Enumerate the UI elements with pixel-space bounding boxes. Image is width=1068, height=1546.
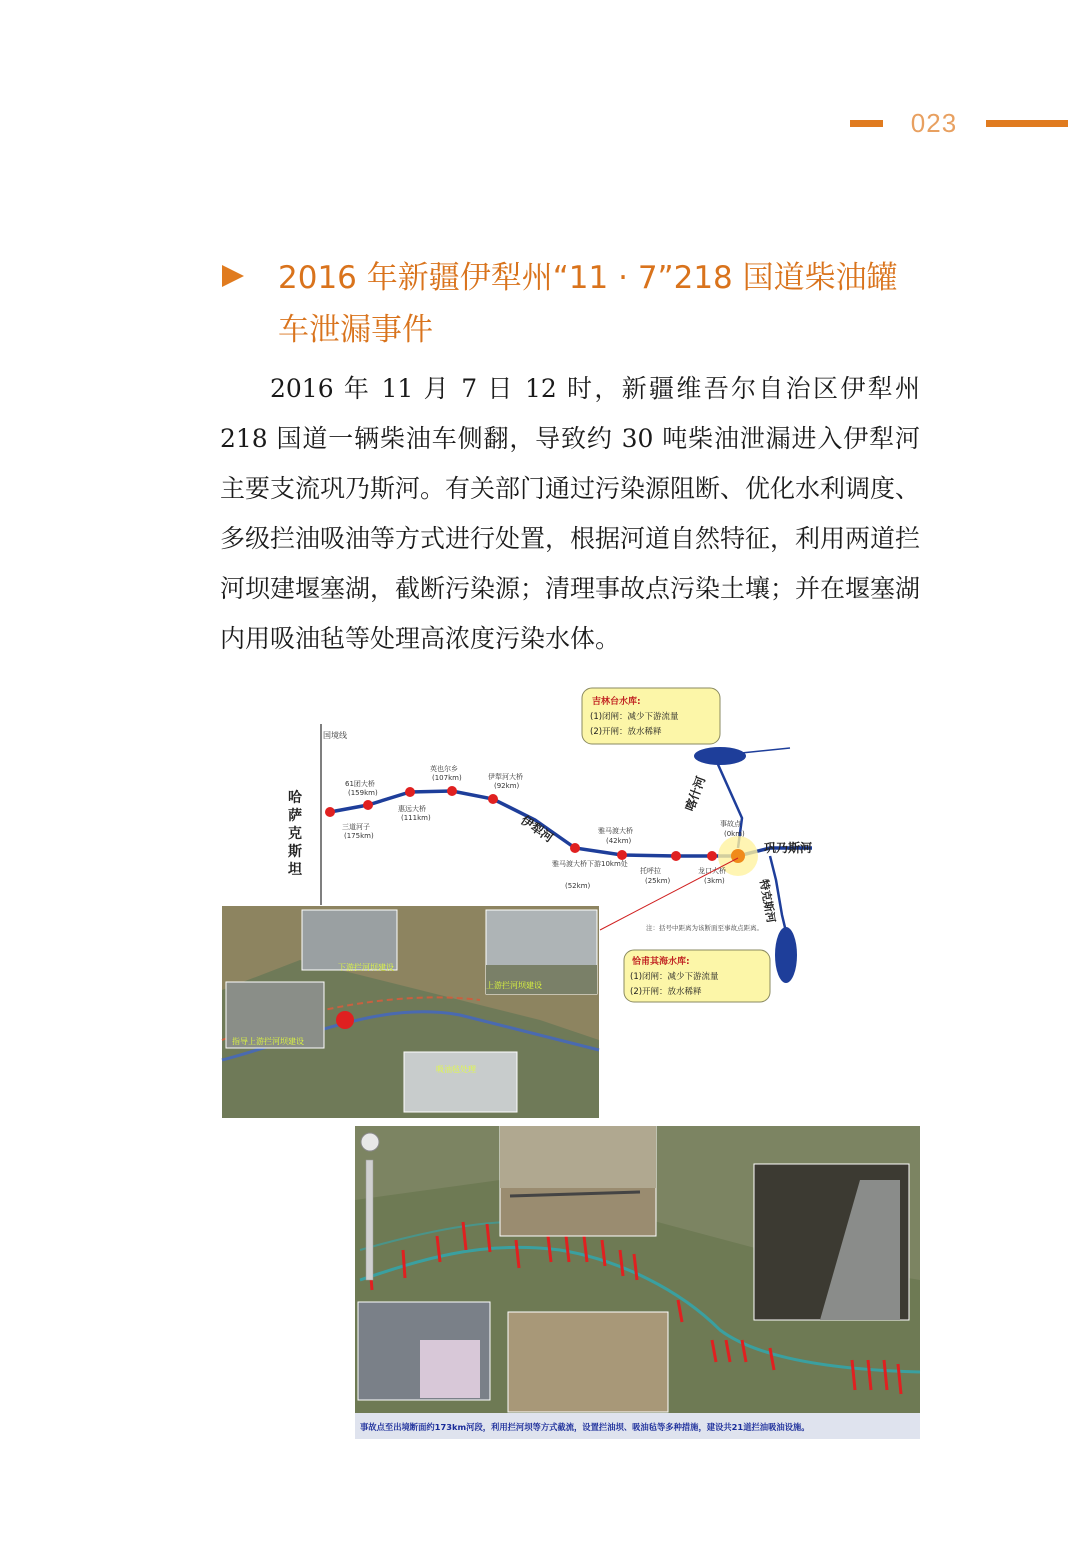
kashi-river-label: 喀什河 (682, 774, 709, 814)
inset-photo (508, 1312, 668, 1412)
yili-river-label: 伊犁河 (518, 812, 556, 846)
station-dot (671, 851, 681, 861)
station-dist: (107km) (432, 774, 462, 782)
station-dot (325, 807, 335, 817)
callout-item: (1)闭闸：减少下游流量 (630, 972, 719, 982)
reservoir-callout-bottom (624, 950, 770, 1002)
photo-label: 下游拦河坝建设 (338, 963, 394, 972)
photo-label: 吸油毡处理 (436, 1065, 476, 1074)
callout-title: 恰甫其海水库: (632, 957, 690, 967)
reservoir-callout-top (582, 688, 720, 744)
figure2-satellite-map (355, 1126, 920, 1439)
jilintai-reservoir-shape (694, 747, 746, 765)
station-dot (617, 850, 627, 860)
inset-photo-water (500, 1126, 656, 1188)
callout-title: 吉林台水库: (592, 697, 641, 707)
figure2-caption: 事故点至出境断面约173km河段，利用拦河坝等方式截流，设置拦油坝、吸油毡等多种措施，建设共21道拦油吸油设施。 (360, 1422, 810, 1432)
page-number: 023 (910, 108, 958, 138)
zoom-slider-icon (366, 1160, 373, 1280)
station-dist: (111km) (401, 814, 431, 822)
inset-photo-absorbent (420, 1340, 480, 1398)
station-label: 伊犁河大桥 (488, 773, 523, 781)
barrier-marker (403, 1250, 405, 1278)
figure1-photo-collage (222, 906, 599, 1118)
photo-label: 上游拦河坝建设 (486, 981, 542, 990)
station-label: 托呼拉 (640, 867, 661, 875)
callout-item: (1)闭闸：减少下游流量 (590, 712, 679, 722)
station-dist: (175km) (344, 832, 374, 840)
section-title-line2: 车泄漏事件 (278, 312, 433, 348)
station-dot (363, 800, 373, 810)
station-label: 雅马渡大桥 (598, 827, 633, 835)
station-dist: (159km) (348, 789, 378, 797)
station-dist: (52km) (565, 882, 591, 890)
station-dot (405, 787, 415, 797)
station-label: 龙口大桥 (698, 867, 726, 875)
station-label: 61团大桥 (345, 780, 375, 788)
inset-photo (302, 910, 397, 970)
station-dist: (0km) (724, 830, 745, 838)
photo-label: 指导上游拦河坝建设 (232, 1037, 304, 1046)
station-label: 惠远大桥 (398, 805, 426, 813)
gongnaisi-river-label: 巩乃斯河 (764, 841, 813, 855)
station-dist: (92km) (494, 782, 520, 790)
tekesi-river-label: 特克斯河 (757, 878, 778, 924)
station-label: 三道河子 (342, 823, 370, 831)
station-dist: (3km) (704, 877, 725, 885)
body-paragraph: 2016 年 11 月 7 日 12 时，新疆维吾尔自治区伊犁州 218 国道一辆柴油车侧翻，导致约 30 吨柴油泄漏进入伊犁河主要支流巩乃斯河。有关部门通过污染源阻断、优化水利调度、多级拦油吸油等方式进行处置，根据河道自然特征，利用两道拦河坝建堰塞湖，截断污染源；清理事故点污染土壤；并在堰塞湖内用吸油毡等处理高浓度污染水体。 (220, 374, 921, 653)
callout-item: (2)开闸：放水稀释 (630, 987, 702, 997)
station-dot (447, 786, 457, 796)
station-label: 雅马渡大桥下游10km处 (552, 860, 628, 868)
pan-control-icon (361, 1133, 379, 1151)
callout-item: (2)开闸：放水稀释 (590, 727, 662, 737)
station-label: 事故点 (720, 820, 741, 828)
station-dot (570, 843, 580, 853)
section-title-line1: 2016 年新疆伊犁州“11 · 7”218 国道柴油罐 (278, 260, 898, 296)
station-label: 英也尔乡 (430, 765, 458, 773)
country-label: 哈萨克斯坦 (288, 790, 302, 878)
station-dist: (25km) (645, 877, 671, 885)
figure1-note: 注：括号中距离为该断面至事故点距离。 (646, 924, 763, 932)
qiapuqihai-reservoir-shape (775, 927, 797, 983)
station-dot (707, 851, 717, 861)
station-dist: (42km) (606, 837, 632, 845)
inset-photo (404, 1052, 517, 1112)
station-dot (488, 794, 498, 804)
border-label: 国境线 (323, 731, 347, 740)
spill-marker-icon (336, 1011, 354, 1029)
